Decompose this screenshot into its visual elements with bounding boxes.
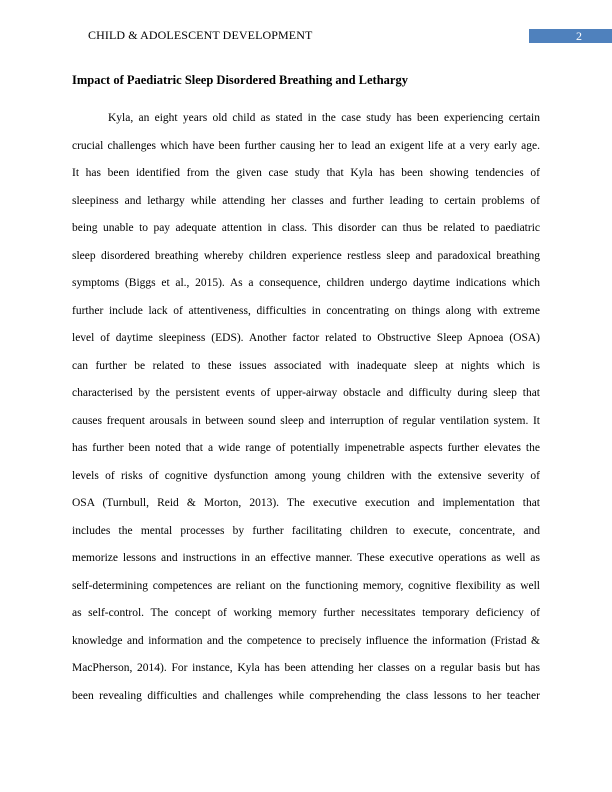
- paragraph-line: self-determining competences are reliant on the functioning memory, cognitive flexibility as well: [72, 579, 540, 592]
- paragraph-line: further include lack of attentiveness, difficulties in concentrating on things along with extreme: [72, 304, 540, 317]
- paragraph-line: sleep disordered breathing whereby children experience restless sleep and paradoxical breathing: [72, 249, 540, 262]
- paragraph-line: causes frequent arousals in between sound sleep and interruption of regular ventilation system. It: [72, 414, 540, 427]
- paragraph-line: symptoms (Biggs et al., 2015). As a consequence, children undergo daytime indications which: [72, 277, 540, 289]
- paragraph-line: It has been identified from the given case study that Kyla has been showing tendencies of: [72, 167, 540, 179]
- paragraph-line: crucial challenges which have been further causing her to lead an exigent life at a very early age.: [72, 139, 540, 152]
- paragraph-line: levels of risks of cognitive dysfunction among young children with the extensive severity of: [72, 469, 540, 482]
- paragraph-line: been revealing difficulties and challenges while comprehending the class lessons to her teacher: [72, 689, 540, 702]
- paragraph-line: has further been noted that a wide range of potentially impenetrable aspects further elevates the: [72, 442, 540, 454]
- paragraph-line: being unable to pay adequate attention in class. This disorder can thus be related to paediatric: [72, 222, 540, 234]
- page-number-box: [529, 29, 612, 43]
- running-head-title: CHILD & ADOLESCENT DEVELOPMENT: [88, 28, 313, 42]
- paragraph-line: memorize lessons and instructions in an effective manner. These executive operations as well as: [72, 552, 540, 564]
- page-number: 2: [576, 29, 582, 43]
- paragraph-line: as self-control. The concept of working memory further necessitates temporary deficiency of: [72, 607, 540, 619]
- paragraph-line: knowledge and information and the competence to precisely influence the information (Fristad &: [72, 634, 540, 647]
- paragraph-line: includes the mental processes by further facilitating children to execute, concentrate, and: [72, 524, 540, 537]
- paragraph-line: characterised by the persistent events of upper-airway obstacle and difficulty during sleep that: [72, 387, 540, 399]
- paragraph-line: level of daytime sleepiness (EDS). Another factor related to Obstructive Sleep Apnoea (OSA): [72, 332, 540, 344]
- paragraph-line: Kyla, an eight years old child as stated in the case study has been experiencing certain: [108, 112, 540, 124]
- paragraph-line: can further be related to these issues associated with inadequate sleep at nights which is: [72, 359, 540, 372]
- paragraph-line: MacPherson, 2014). For instance, Kyla has been attending her classes on a regular basis but has: [72, 662, 540, 674]
- paragraph-line: sleepiness and lethargy while attending her classes and further leading to certain problems of: [72, 194, 540, 207]
- section-heading: Impact of Paediatric Sleep Disordered Breathing and Lethargy: [72, 73, 408, 87]
- paragraph-line: OSA (Turnbull, Reid & Morton, 2013). The executive execution and implementation that: [72, 497, 540, 509]
- body-paragraph: [72, 110, 540, 715]
